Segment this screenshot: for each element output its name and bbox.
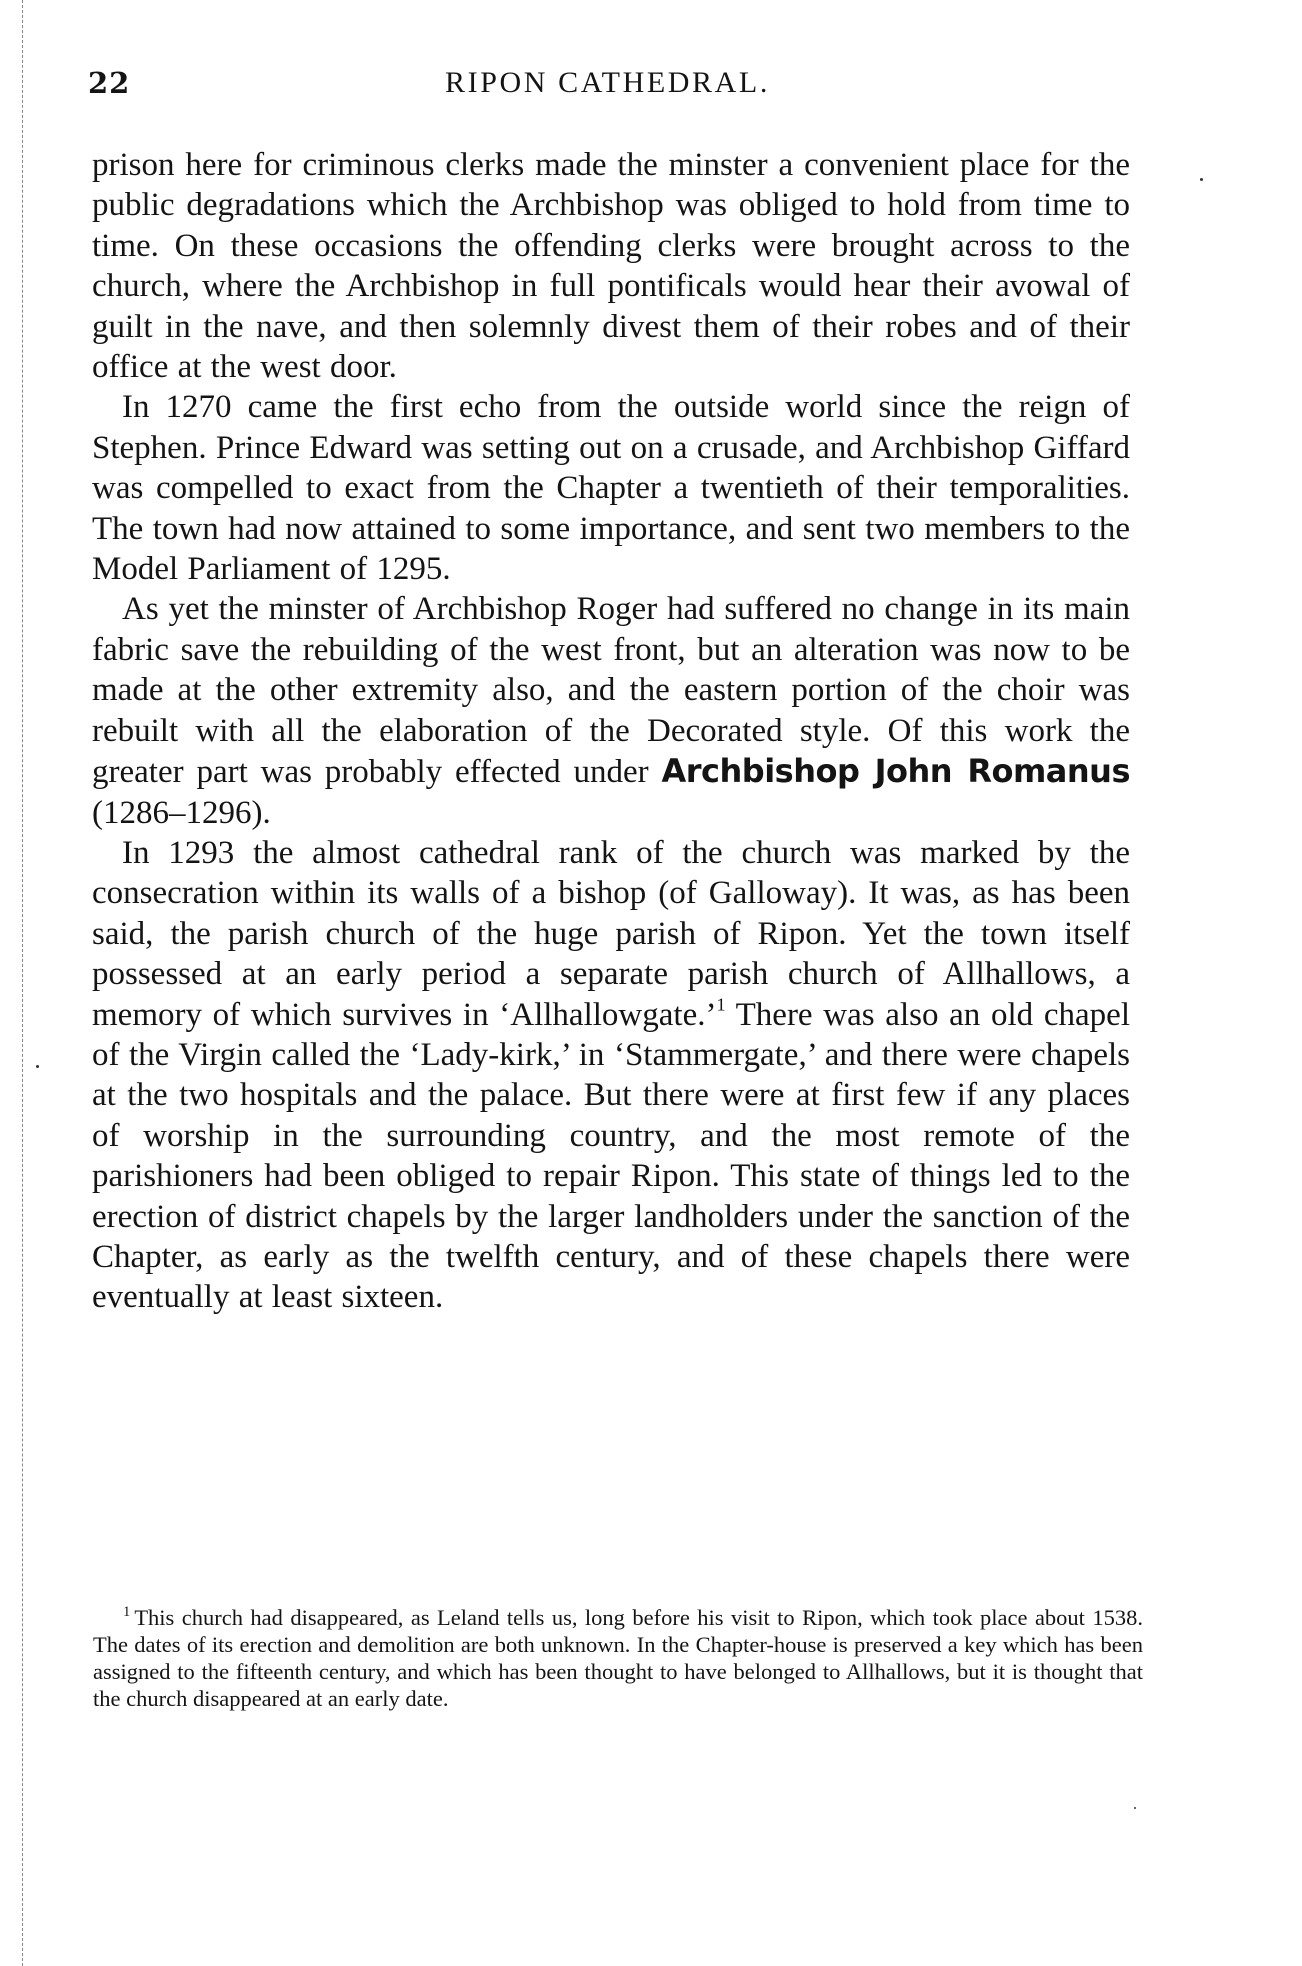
scan-speck	[1134, 1807, 1136, 1809]
paragraph-3-dates: (1286–1296).	[92, 794, 271, 831]
paragraph-4-text-continued: There was also an old chapel of the Virgin called the ‘Lady-kirk,’ in ‘Stammergate,’ and there were chapels at the two hospitals and the palace. But there were at first few if any places of worship in the surrounding country, and the most remote of the parishioners had been obliged to repair Ripon. This state of things led to the erection of district chapels by the larger landholders under the sanction of the Chapter, as early as the twelfth century, and of these chapels there were eventually at least sixteen.	[92, 996, 1130, 1316]
footnote-marker: 1	[123, 1604, 131, 1621]
scan-margin-line	[22, 0, 23, 1966]
archbishop-name: Archbishop John Romanus	[661, 752, 1131, 791]
footnote	[93, 1604, 1143, 1712]
paragraph-1: prison here for criminous clerks made the minster a convenient place for the public degradations which the Archbishop was obliged to hold from time to time. On these occasions the offending clerks were brought across to the church, where the Archbishop in full pontificals would hear their avowal of guilt in the nave, and then solemnly divest them of their robes and of their office at the west door.	[92, 147, 1130, 386]
paragraph-2: In 1270 came the first echo from the outside world since the reign of Stephen. Prince Edward was setting out on a crusade, and Archbishop Giffard was compelled to exact from the Chapter a twentieth of their temporalities. The town had now attained to some importance, and sent two members to the Model Parliament of 1295.	[92, 389, 1130, 588]
paragraph-4-text: In 1293 the almost cathedral rank of the church was marked by the consecration within its walls of a bishop (of Galloway). It was, as has been said, the parish church of the huge parish of Ripon. Yet the town itself possessed at an early period a separate parish church of Allhallows, a memory of which survives in ‘Allhallowgate.’	[92, 834, 1130, 1033]
scan-speck	[36, 1065, 39, 1068]
footnote-1	[93, 1604, 1143, 1712]
paragraph-4	[92, 833, 1130, 1318]
footnote-text: This church had disappeared, as Leland tells us, long before his visit to Ripon, which took place about 1538. The dates of its erection and demolition are both unknown. In the Chapter-house is preserved a key which has been assigned to the fifteenth century, and which has been thought to have belonged to Allhallows, but it is thought that the church disappeared at an early date.	[93, 1605, 1143, 1711]
page-number: 22	[88, 66, 131, 100]
scan-speck	[1200, 178, 1203, 181]
main-text	[92, 145, 1130, 1318]
paragraph-3	[92, 589, 1130, 832]
running-title: RIPON CATHEDRAL.	[445, 66, 770, 99]
paragraph-3-text: As yet the minster of Archbishop Roger had suffered no change in its main fabric save the rebuilding of the west front, but an alteration was now to be made at the other extremity also, and the eastern portion of the choir was rebuilt with all the elaboration of the Decorated style. Of this work the greater part was probably effected under	[92, 591, 1130, 791]
footnote-reference[interactable]: 1	[716, 994, 726, 1015]
